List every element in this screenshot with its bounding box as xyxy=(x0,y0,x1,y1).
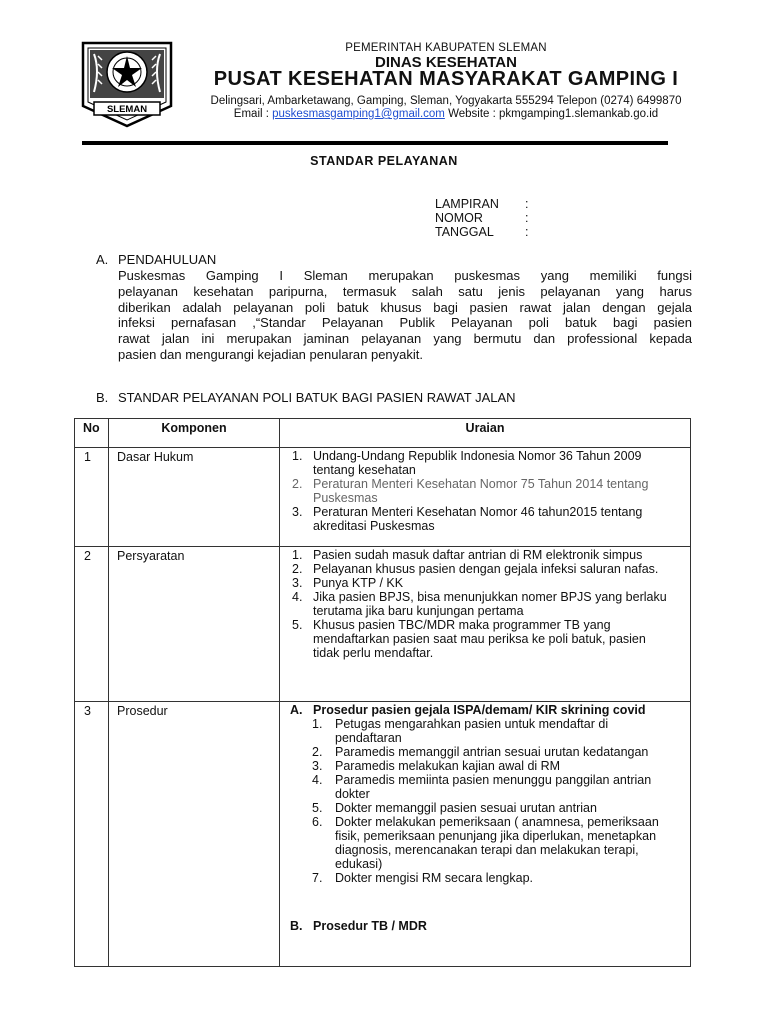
meta-nomor xyxy=(435,211,528,225)
section-a-paragraph xyxy=(118,268,692,363)
item-text: Undang-Undang Republik Indonesia Nomor 36 Tahun 2009 tentang kesehatan xyxy=(313,449,642,477)
header-no: No xyxy=(75,419,109,448)
website-url: pkmgamping1.slemankab.go.id xyxy=(499,108,659,120)
institution-address: Delingsari, Ambarketawang, Gamping, Sleman, Yogyakarta 555294 Telepon (0274) 6499870 xyxy=(210,95,682,107)
item-number: 4. xyxy=(292,590,303,604)
list-item xyxy=(290,759,670,773)
meta-label: TANGGAL xyxy=(435,225,494,239)
paragraph-line: rawat jalan ini merupakan jaminan pelayanan yang bermutu dan professional kepada xyxy=(118,331,692,347)
procedure-b-heading xyxy=(290,919,670,933)
list-item xyxy=(290,576,670,590)
cell-komponen: Prosedur xyxy=(109,702,280,967)
cell-no: 1 xyxy=(75,448,109,547)
item-text: Peraturan Menteri Kesehatan Nomor 46 tahun2015 tentang akreditasi Puskesmas xyxy=(313,505,643,533)
paragraph-line: pelayanan kesehatan paripurna, termasuk salah satu jenis pelayanan yang harus xyxy=(118,283,692,299)
list-item xyxy=(290,477,670,505)
table-row xyxy=(75,547,691,702)
paragraph-line: diberikan adalah pelayanan poli batuk khusus bagi pasien rawat jalan dengan gejala xyxy=(118,299,692,315)
list-item xyxy=(290,590,670,618)
paragraph-line: infeksi pernafasan ,“Standar Pelayanan Publik Pelayanan poli batuk bagi pasien xyxy=(118,315,692,331)
list-item xyxy=(290,717,670,745)
sub-title: Prosedur pasien gejala ISPA/demam/ KIR skrining covid xyxy=(313,703,646,717)
paragraph-line: Puskesmas Gamping I Sleman merupakan puskesmas yang memiliki fungsi xyxy=(118,268,692,283)
item-text: Paramedis melakukan kajian awal di RM xyxy=(335,759,561,773)
item-text: Pelayanan khusus pasien dengan gejala infeksi saluran nafas. xyxy=(313,562,659,576)
meta-separator: : xyxy=(525,225,529,239)
service-standard-table xyxy=(74,418,691,967)
cell-uraian xyxy=(280,547,691,702)
list-item xyxy=(290,618,670,660)
list-item xyxy=(290,871,670,885)
section-letter: B. xyxy=(96,390,109,405)
section-title: PENDAHULUAN xyxy=(118,252,217,267)
item-number: 3. xyxy=(292,576,303,590)
sub-title: Prosedur TB / MDR xyxy=(313,919,427,933)
sub-letter: B. xyxy=(290,919,303,933)
list-item xyxy=(290,562,670,576)
header-uraian: Uraian xyxy=(280,419,691,448)
cell-komponen: Persyaratan xyxy=(109,547,280,702)
list-item xyxy=(290,505,670,533)
item-number: 1. xyxy=(312,717,323,731)
item-number: 3. xyxy=(292,505,303,519)
email-label: Email : xyxy=(233,108,273,120)
section-a-heading xyxy=(96,252,216,267)
item-number: 6. xyxy=(312,815,323,829)
logo-lettering: SLEMAN xyxy=(106,104,148,115)
meta-label: LAMPIRAN xyxy=(435,197,499,211)
contact-line xyxy=(176,108,716,120)
item-number: 7. xyxy=(312,871,323,885)
item-number: 2. xyxy=(312,745,323,759)
item-number: 1. xyxy=(292,449,303,463)
email-link[interactable]: puskesmasgamping1@gmail.com xyxy=(272,108,445,120)
item-number: 2. xyxy=(292,562,303,576)
list-item xyxy=(290,548,670,562)
item-text: Dokter mengisi RM secara lengkap. xyxy=(335,871,533,885)
document-title: STANDAR PELAYANAN xyxy=(310,154,458,168)
table-row xyxy=(75,702,691,967)
meta-separator: : xyxy=(525,211,529,225)
meta-label: NOMOR xyxy=(435,211,483,225)
department-name: DINAS KESEHATAN xyxy=(375,54,517,71)
sub-letter: A. xyxy=(290,703,303,717)
item-text: Paramedis memiinta pasien menunggu panggilan antrian dokter xyxy=(335,773,652,801)
list-item xyxy=(290,745,670,759)
meta-tanggal xyxy=(435,225,528,239)
cell-uraian xyxy=(280,448,691,547)
cell-no: 3 xyxy=(75,702,109,967)
section-letter: A. xyxy=(96,252,109,267)
item-text: Dokter memanggil pasien sesuai urutan antrian xyxy=(335,801,597,815)
table-row xyxy=(75,448,691,547)
website-label: Website : xyxy=(444,108,500,120)
item-text: Dokter melakukan pemeriksaan ( anamnesa, pemeriksaan fisik, pemeriksaan penunjang jika diperlukan, menetapkan diagnosis, merencanakan terapi dan melakukan terapi, edukasi) xyxy=(335,815,659,871)
section-b-heading xyxy=(96,390,516,405)
cell-no: 2 xyxy=(75,547,109,702)
list-item xyxy=(290,449,670,477)
item-text: Khusus pasien TBC/MDR maka programmer TB yang mendaftarkan pasien saat mau periksa ke poli batuk, pasien tidak perlu mendaftar. xyxy=(313,618,646,660)
item-number: 5. xyxy=(292,618,303,632)
cell-uraian xyxy=(280,702,691,967)
paragraph-line: pasien dan mengurangi kejadian penularan penyakit. xyxy=(118,346,423,362)
government-name: PEMERINTAH KABUPATEN SLEMAN xyxy=(345,42,547,54)
item-text: Petugas mengarahkan pasien untuk mendaftar di pendaftaran xyxy=(335,717,609,745)
item-text: Pasien sudah masuk daftar antrian di RM elektronik simpus xyxy=(313,548,643,562)
cell-komponen: Dasar Hukum xyxy=(109,448,280,547)
header-komponen: Komponen xyxy=(109,419,280,448)
list-item xyxy=(290,801,670,815)
procedure-a-heading xyxy=(290,703,670,717)
table-header-row xyxy=(75,419,691,448)
list-item xyxy=(290,815,670,871)
item-number: 5. xyxy=(312,801,323,815)
item-text: Punya KTP / KK xyxy=(313,576,404,590)
item-number: 2. xyxy=(292,477,303,491)
item-number: 3. xyxy=(312,759,323,773)
list-item xyxy=(290,773,670,801)
meta-separator: : xyxy=(525,197,529,211)
item-text: Peraturan Menteri Kesehatan Nomor 75 Tahun 2014 tentang Puskesmas xyxy=(313,477,649,505)
item-text: Paramedis memanggil antrian sesuai urutan kedatangan xyxy=(335,745,649,759)
item-number: 4. xyxy=(312,773,323,787)
meta-lampiran xyxy=(435,197,528,211)
item-text: Jika pasien BPJS, bisa menunjukkan nomer BPJS yang berlaku terutama jika baru kunjungan pertama xyxy=(313,590,667,618)
item-number: 1. xyxy=(292,548,303,562)
letterhead-divider xyxy=(82,141,668,145)
institution-name: PUSAT KESEHATAN MASYARAKAT GAMPING I xyxy=(213,68,679,90)
section-title: STANDAR PELAYANAN POLI BATUK BAGI PASIEN RAWAT JALAN xyxy=(118,390,516,405)
sleman-coat-of-arms-logo xyxy=(80,40,174,128)
